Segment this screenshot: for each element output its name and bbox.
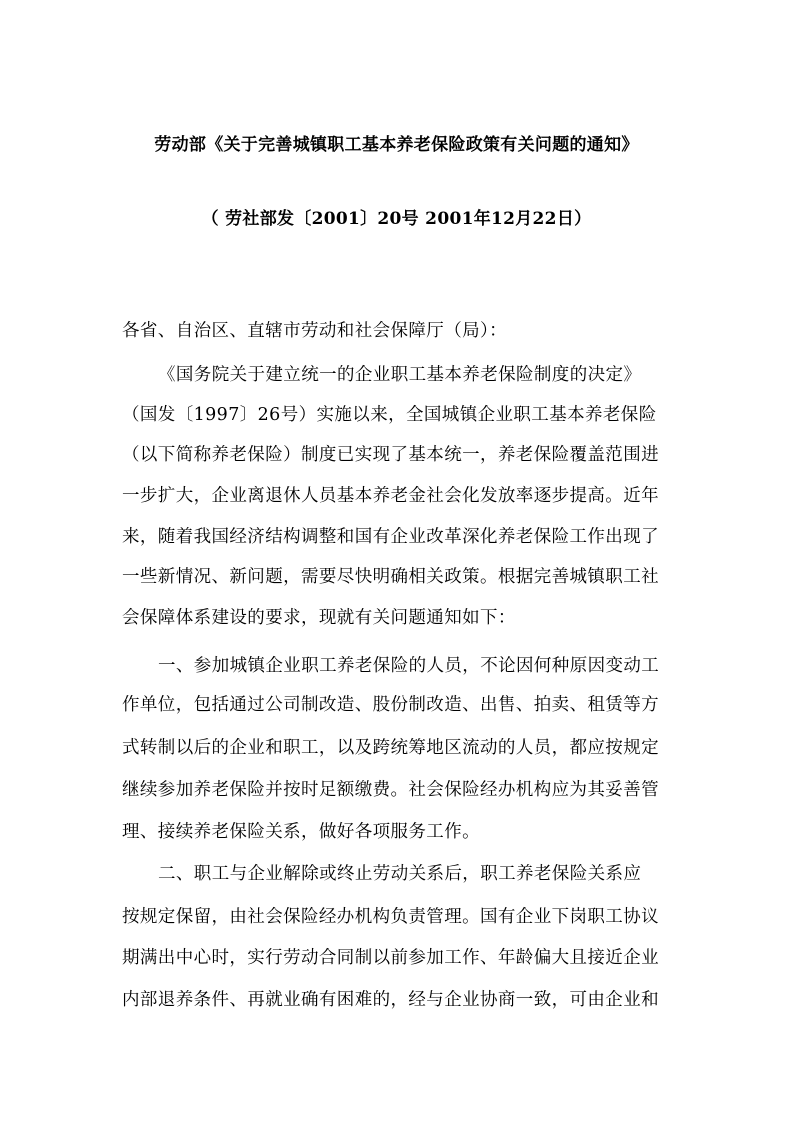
document-subtitle: （ 劳社部发〔2001〕20号 2001年12月22日） xyxy=(201,209,592,229)
paragraph-line: （以下简称养老保险）制度已实现了基本统一，养老保险覆盖范围进 xyxy=(122,445,659,465)
paragraph-line: 式转制以后的企业和职工，以及跨统筹地区流动的人员，都应按规定 xyxy=(122,738,659,758)
paragraph-line: 内部退养条件、再就业确有困难的，经与企业协商一致，可由企业和 xyxy=(122,990,659,1010)
paragraph-line: 一些新情况、新问题，需要尽快明确相关政策。根据完善城镇职工社 xyxy=(122,567,659,587)
paragraph-line: 会保障体系建设的要求，现就有关问题通知如下： xyxy=(122,608,516,628)
salutation-line: 各省、自治区、直辖市劳动和社会保障厅（局）： xyxy=(122,321,508,341)
paragraph-line: 继续参加养老保险并按时足额缴费。社会保险经办机构应为其妥善管 xyxy=(122,780,659,800)
paragraph-line: （国发〔1997〕26号）实施以来，全国城镇企业职工基本养老保险 xyxy=(122,405,657,425)
paragraph-line: 按规定保留，由社会保险经办机构负责管理。国有企业下岗职工协议 xyxy=(122,907,659,927)
paragraph-line: 二、职工与企业解除或终止劳动关系后，职工养老保险关系应 xyxy=(158,864,642,884)
paragraph-line: 《国务院关于建立统一的企业职工基本养老保险制度的决定》 xyxy=(158,365,642,385)
paragraph-line: 作单位，包括通过公司制改造、股份制改造、出售、拍卖、租赁等方 xyxy=(122,695,659,715)
document-title: 劳动部《关于完善城镇职工基本养老保险政策有关问题的通知》 xyxy=(154,135,639,155)
paragraph-line: 来，随着我国经济结构调整和国有企业改革深化养老保险工作出现了 xyxy=(122,527,659,547)
paragraph-line: 一、参加城镇企业职工养老保险的人员，不论因何种原因变动工 xyxy=(158,656,660,676)
paragraph-line: 一步扩大，企业离退休人员基本养老金社会化发放率逐步提高。近年 xyxy=(122,486,659,506)
paragraph-line: 期满出中心时，实行劳动合同制以前参加工作、年龄偏大且接近企业 xyxy=(122,948,659,968)
paragraph-line: 理、接续养老保险关系，做好各项服务工作。 xyxy=(122,822,480,842)
